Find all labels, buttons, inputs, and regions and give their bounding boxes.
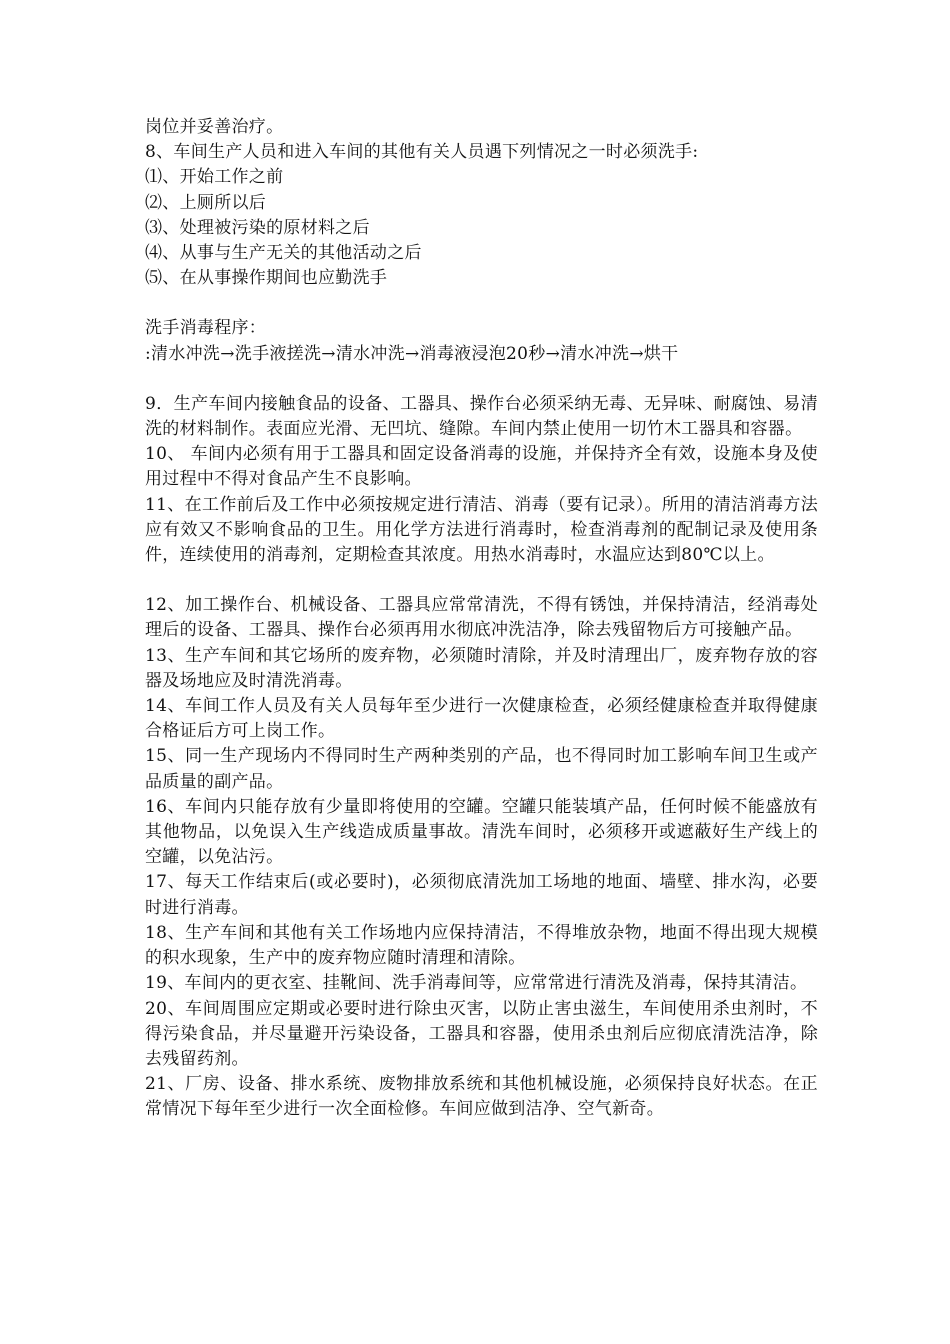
paragraph-item-13: 13、生产车间和其它场所的废弃物，必须随时清除，并及时清理出厂，废弃物存放的容器及场地应及时清洗消毒。 [145,645,818,691]
list-item: ⑸、在从事操作期间也应勤洗手 [145,268,388,289]
paragraph-continued: 岗位并妥善治疗。 [145,117,284,137]
paragraph-item-12: 12、加工操作台、机械设备、工器具应常常清洗，不得有锈蚀，并保持清洁，经消毒处理后的设备、工器具、操作台必须再用水彻底冲洗洁净，除去残留物后方可接触产品。 [145,595,818,641]
paragraph-item-18: 18、生产车间和其他有关工作场地内应保持清洁，不得堆放杂物，地面不得出现大规模的积水现象，生产中的废弃物应随时清理和清除。 [145,922,818,969]
blank-line [145,291,818,316]
paragraph-item-8: 8、车间生产人员和进入车间的其他有关人员遇下列情况之一时必须洗手: [145,142,699,163]
blank-line [145,568,818,593]
section-heading: 洗手消毒程序： [145,318,267,339]
list-item: ⑷、从事与生产无关的其他活动之后 [145,243,422,264]
list-item: ⑵、上厕所以后 [145,192,267,213]
paragraph-item-20: 20、车间周围应定期或必要时进行除虫灭害，以防止害虫滋生，车间使用杀虫剂时，不得污染食品，并尽量避开污染设备，工器具和容器，使用杀虫剂后应彻底清洗洁净，除去残留药剂。 [145,998,818,1069]
paragraph-item-9: 9．生产车间内接触食品的设备、工器具、操作台必须采纳无毒、无异味、耐腐蚀、易清洗的材料制作。表面应光滑、无凹坑、缝隙。车间内禁止使用一切竹木工器具和容器。 [145,393,818,440]
paragraph-item-15: 15、同一生产现场内不得同时生产两种类别的产品，也不得同时加工影响车间卫生或产品质量的副产品。 [145,746,818,792]
paragraph-item-16: 16、车间内只能存放有少量即将使用的空罐。空罐只能装填产品，任何时候不能盛放有其他物品，以免误入生产线造成质量事故。清洗车间时，必须移开或遮蔽好生产线上的空罐，以免沾污。 [145,796,818,868]
paragraph-item-10: 10、 车间内必须有用于工器具和固定设备消毒的设施，并保持齐全有效，设施本身及使用过程中不得对食品产生不良影响。 [145,444,818,490]
list-item: ⑴、开始工作之前 [145,167,284,188]
list-item: ⑶、处理被污染的原材料之后 [145,217,370,238]
paragraph-item-17: 17、每天工作结束后(或必要时)，必须彻底清洗加工场地的地面、墙壁、排水沟，必要时进行消毒。 [145,872,818,918]
paragraph-item-11: 11、在工作前后及工作中必须按规定进行清洁、消毒（要有记录）。所用的清洁消毒方法应有效又不影响食品的卫生。用化学方法进行消毒时，检查消毒剂的配制记录及使用条件，连续使用的消毒剂，定期检查其浓度。用热水消毒时，水温应达到80℃以上。 [145,494,818,566]
blank-line [145,367,818,392]
paragraph-item-21: 21、厂房、设备、排水系统、废物排放系统和其他机械设施，必须保持良好状态。在正常情况下每年至少进行一次全面检修。车间应做到洁净、空气新奇。 [145,1074,818,1120]
paragraph-item-19: 19、车间内的更衣室、挂靴间、洗手消毒间等，应常常进行清洗及消毒，保持其清洁。 [145,973,808,994]
procedure-steps: :清水冲洗→洗手液搓洗→清水冲洗→消毒液浸泡20秒→清水冲洗→烘干 [145,343,679,364]
paragraph-item-14: 14、车间工作人员及有关人员每年至少进行一次健康检查，必须经健康检查并取得健康合格证后方可上岗工作。 [145,696,818,742]
